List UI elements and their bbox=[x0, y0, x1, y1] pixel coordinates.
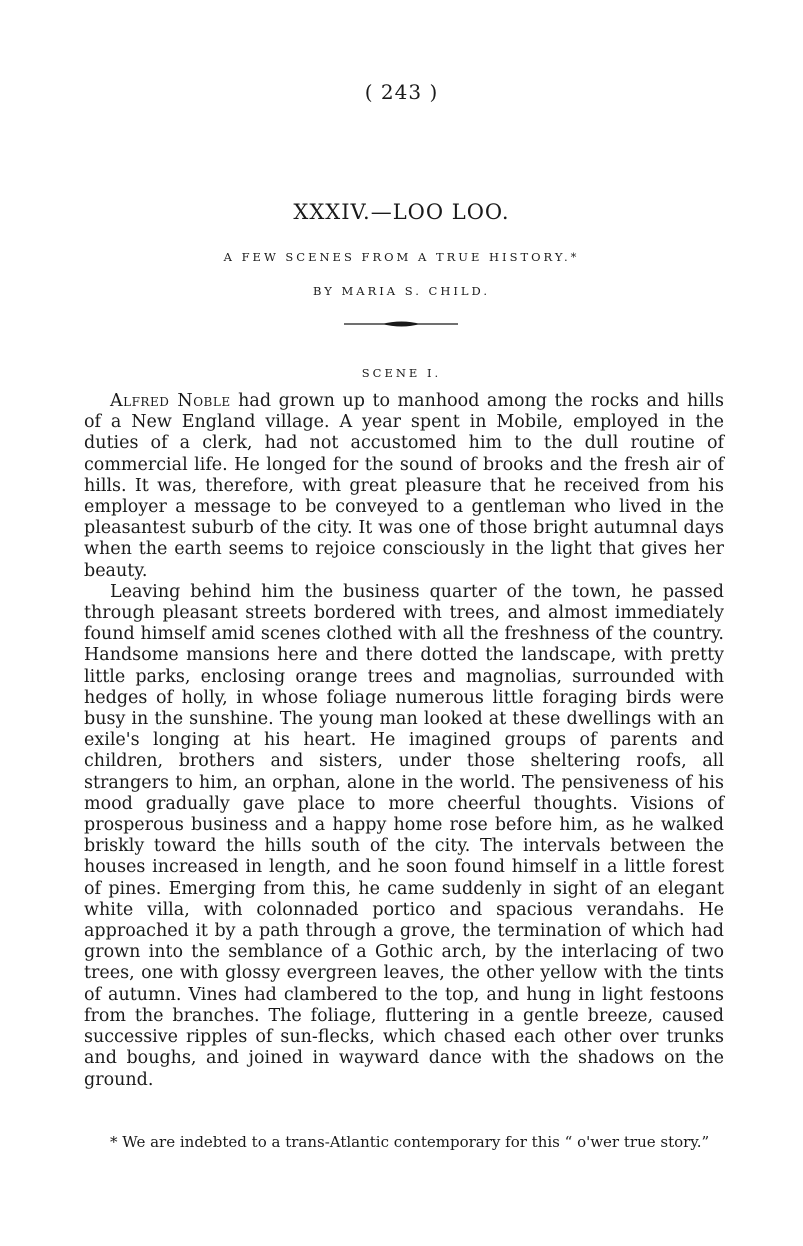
paragraph-text: had grown up to manhood among the rocks and hills of a New England village. A year spent in Mobile, employed in the duties of a clerk, had not accustomed him to the dull routine of commercial life. He longed for the sound of brooks and the fresh air of hills. It was, therefore, with great pleasure that he received from his employer a message to be conveyed to a gentleman who lived in the pleasantest suburb of the city. It was one of those bright autumnal days when the earth seems to rejoice consciously in the light that gives her beauty. bbox=[84, 391, 725, 581]
chapter-title: XXXIV.—LOO LOO. bbox=[293, 200, 510, 224]
chapter-subtitle: A FEW SCENES FROM A TRUE HISTORY.* bbox=[223, 250, 580, 264]
article-body bbox=[84, 391, 724, 1091]
scene-heading: SCENE I. bbox=[361, 366, 442, 380]
page-number: ( 243 ) bbox=[364, 80, 439, 104]
paragraph bbox=[84, 391, 724, 582]
author-byline: BY MARIA S. CHILD. bbox=[313, 284, 490, 298]
opening-name: Alfred Noble bbox=[110, 391, 231, 411]
paragraph: Leaving behind him the business quarter of the town, he passed through pleasant streets bordered with trees, and almost immediately found himself amid scenes clothed with all the freshness of the country. Handsome mansions here and there dotted the landscape, with pretty little parks, enclosing orange trees and magnolias, surrounded with hedges of holly, in whose foliage numerous little foraging birds were busy in the sunshine. The young man looked at these dwellings with an exile's longing at his heart. He imagined groups of parents and children, brothers and sisters, under those sheltering roofs, all strangers to him, an orphan, alone in the world. The pensiveness of his mood gradually gave place to more cheerful thoughts. Visions of prosperous business and a happy home rose before him, as he walked briskly toward the hills south of the city. The intervals between the houses increased in length, and he soon found himself in a little forest of pines. Emerging from this, he came suddenly in sight of an elegant white villa, with colonnaded portico and spacious verandahs. He approached it by a path through a grove, the termination of which had grown into the semblance of a Gothic arch, by the interlacing of two trees, one with glossy evergreen leaves, the other yellow with the tints of autumn. Vines had clambered to the top, and hung in light festoons from the branches. The foliage, fluttering in a gentle breeze, caused successive ripples of sun-flecks, which chased each other over trunks and boughs, and joined in wayward dance with the shadows on the ground. bbox=[84, 581, 724, 1090]
footnote: * We are indebted to a trans-Atlantic contemporary for this “ o'wer true story.” bbox=[110, 1133, 710, 1151]
ornamental-rule-icon bbox=[342, 318, 460, 330]
